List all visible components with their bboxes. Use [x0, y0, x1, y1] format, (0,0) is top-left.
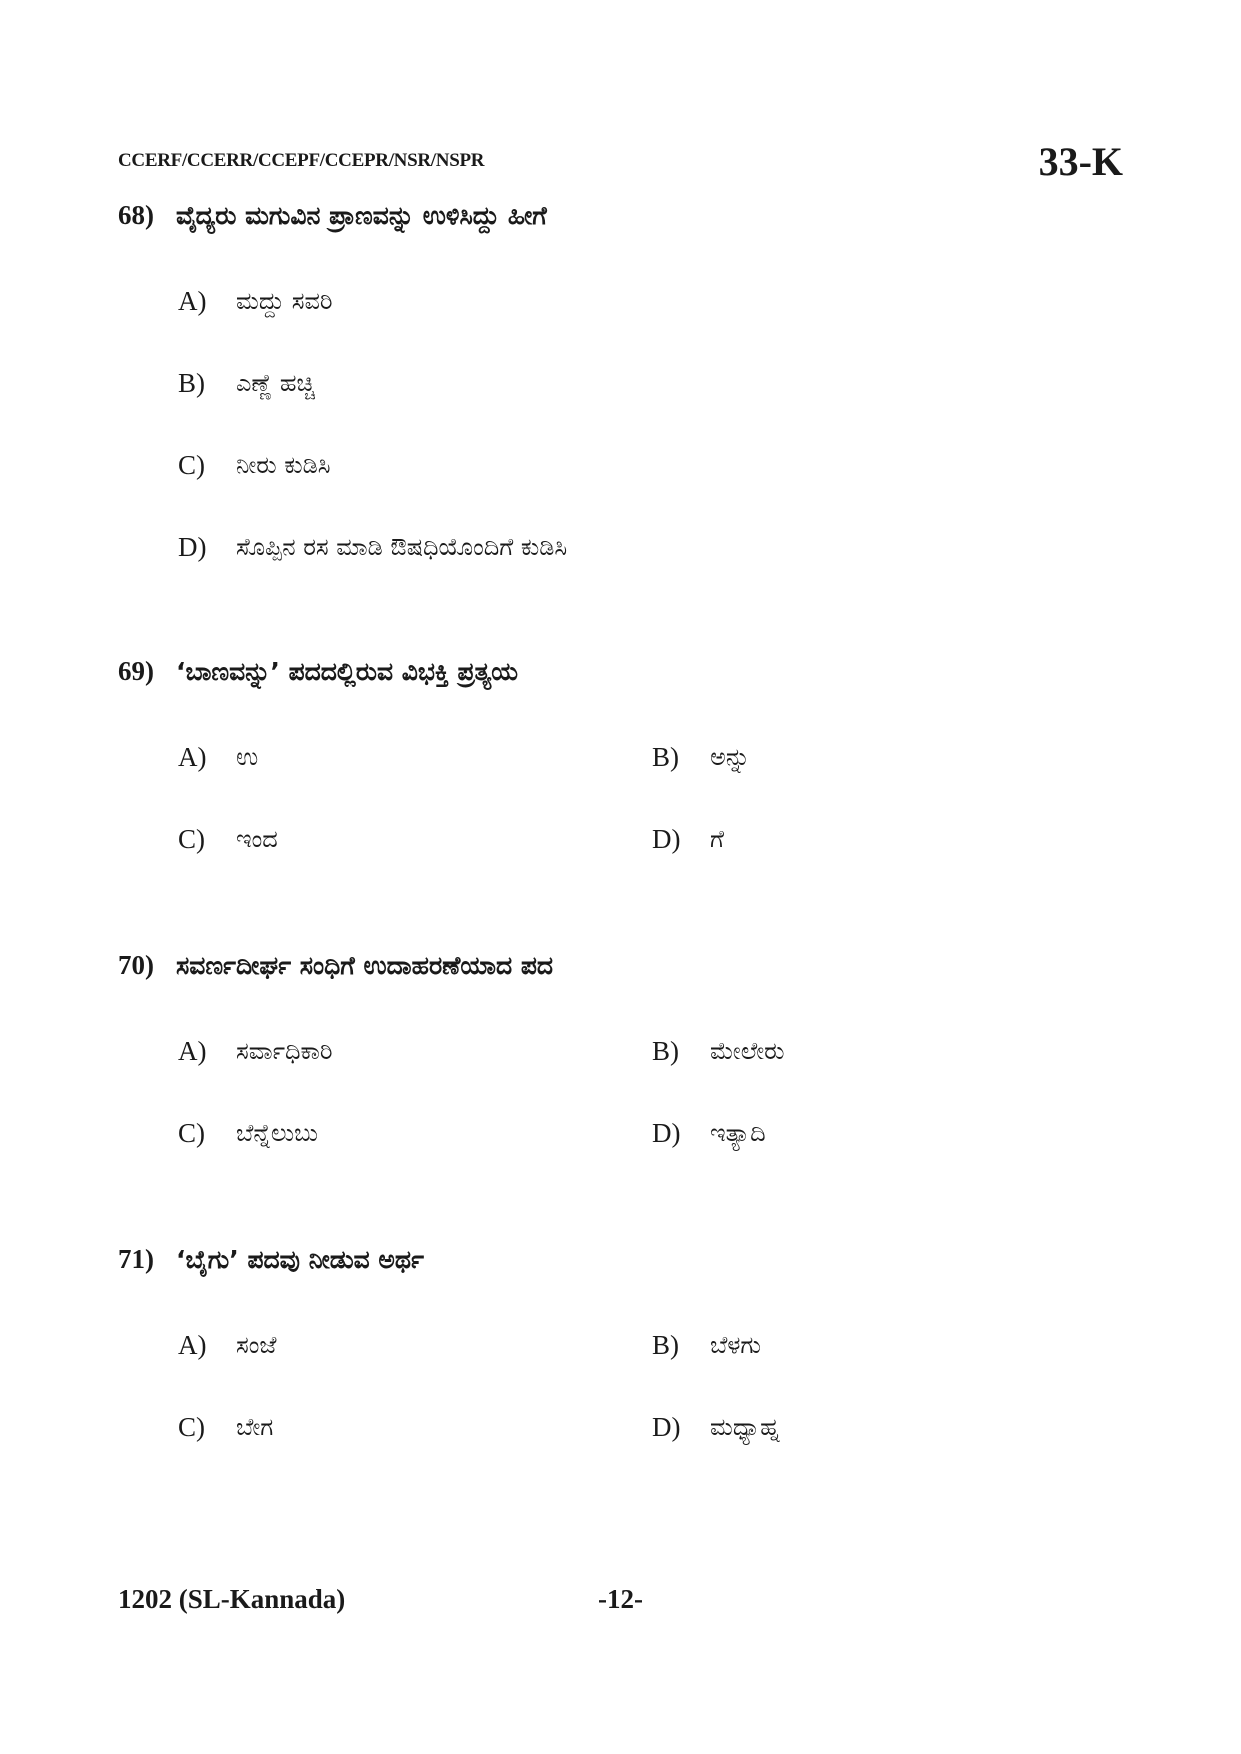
- option-a: [178, 1010, 652, 1092]
- page-number: -12-: [598, 1584, 643, 1614]
- option-letter: A): [178, 1329, 207, 1360]
- question-70: [118, 950, 1118, 1174]
- option-d: [652, 798, 1052, 880]
- option-text: ಉ: [236, 743, 259, 771]
- option-a: [178, 1304, 652, 1386]
- option-d: [178, 506, 1118, 588]
- option-b: [652, 1304, 1052, 1386]
- option-a: [178, 260, 1118, 342]
- option-c: [178, 798, 652, 880]
- option-text: ಸಂಜೆ: [236, 1331, 277, 1359]
- options-list: [118, 260, 1118, 588]
- question-number: 70): [118, 950, 154, 980]
- option-b: [178, 342, 1118, 424]
- option-b: [652, 1010, 1052, 1092]
- option-text: ಬೆಳಗು: [710, 1331, 761, 1359]
- option-letter: B): [652, 1035, 679, 1066]
- option-text: ಸೊಪ್ಪಿನ ರಸ ಮಾಡಿ ಔಷಧಿಯೊಂದಿಗೆ ಕುಡಿಸಿ: [236, 533, 568, 561]
- option-text: ಮೇಲೇರು: [710, 1037, 785, 1065]
- option-text: ಬೇಗ: [236, 1413, 274, 1441]
- options-grid: [178, 1304, 1118, 1468]
- option-letter: A): [178, 285, 207, 316]
- option-text: ಸರ್ವಾಧಿಕಾರಿ: [236, 1037, 333, 1065]
- paper-code: 33-K: [1038, 139, 1123, 184]
- option-text: ಇಂದ: [236, 825, 278, 853]
- question-stem: [118, 200, 1118, 240]
- option-c: [178, 1092, 652, 1174]
- question-68: [118, 200, 1118, 588]
- option-text: ಬೆನ್ನೆಲುಬು: [236, 1119, 318, 1147]
- footer-subject-code: 1202 (SL-Kannada): [118, 1584, 346, 1614]
- option-letter: C): [178, 823, 205, 854]
- option-b: [652, 716, 1052, 798]
- question-stem: [118, 656, 1118, 696]
- question-number: 71): [118, 1244, 154, 1274]
- option-letter: D): [652, 1117, 681, 1148]
- option-letter: A): [178, 1035, 207, 1066]
- option-d: [652, 1386, 1052, 1468]
- option-c: [178, 1386, 652, 1468]
- option-d: [652, 1092, 1052, 1174]
- option-text: ಮದ್ದು ಸವರಿ: [236, 287, 333, 315]
- option-text: ನೀರು ಕುಡಿಸಿ: [236, 451, 331, 479]
- option-text: ಗೆ: [710, 825, 724, 853]
- option-letter: C): [178, 1411, 205, 1442]
- question-text: ವೈದ್ಯರು ಮಗುವಿನ ಪ್ರಾಣವನ್ನು ಉಳಿಸಿದ್ದು ಹೀಗೆ: [176, 201, 547, 230]
- option-c: [178, 424, 1118, 506]
- question-number: 69): [118, 656, 154, 686]
- option-text: ಇತ್ಯಾದಿ: [710, 1119, 766, 1147]
- exam-code-header: CCERF/CCERR/CCEPF/CCEPR/NSR/NSPR: [118, 150, 485, 171]
- question-text: ‘ಬಾಣವನ್ನು’ ಪದದಲ್ಲಿರುವ ವಿಭಕ್ತಿ ಪ್ರತ್ಯಯ: [176, 657, 519, 686]
- option-letter: B): [652, 741, 679, 772]
- question-text: ‘ಬೈಗು’ ಪದವು ನೀಡುವ ಅರ್ಥ: [176, 1245, 425, 1274]
- options-grid: [178, 716, 1118, 880]
- option-letter: C): [178, 1117, 205, 1148]
- option-letter: B): [652, 1329, 679, 1360]
- question-69: [118, 656, 1118, 880]
- option-a: [178, 716, 652, 798]
- question-stem: [118, 950, 1118, 990]
- option-letter: D): [178, 531, 207, 562]
- options-grid: [178, 1010, 1118, 1174]
- question-text: ಸವರ್ಣದೀರ್ಘ ಸಂಧಿಗೆ ಉದಾಹರಣೆಯಾದ ಪದ: [176, 951, 554, 980]
- option-letter: D): [652, 1411, 681, 1442]
- question-71: [118, 1244, 1118, 1468]
- option-letter: A): [178, 741, 207, 772]
- option-letter: D): [652, 823, 681, 854]
- question-number: 68): [118, 200, 154, 230]
- question-stem: [118, 1244, 1118, 1284]
- option-letter: C): [178, 449, 205, 480]
- option-text: ಮಧ್ಯಾಹ್ನ: [710, 1413, 780, 1441]
- option-letter: B): [178, 367, 205, 398]
- option-text: ಅನ್ನು: [710, 743, 751, 771]
- option-text: ಎಣ್ಣೆ ಹಚ್ಚಿ: [236, 369, 316, 397]
